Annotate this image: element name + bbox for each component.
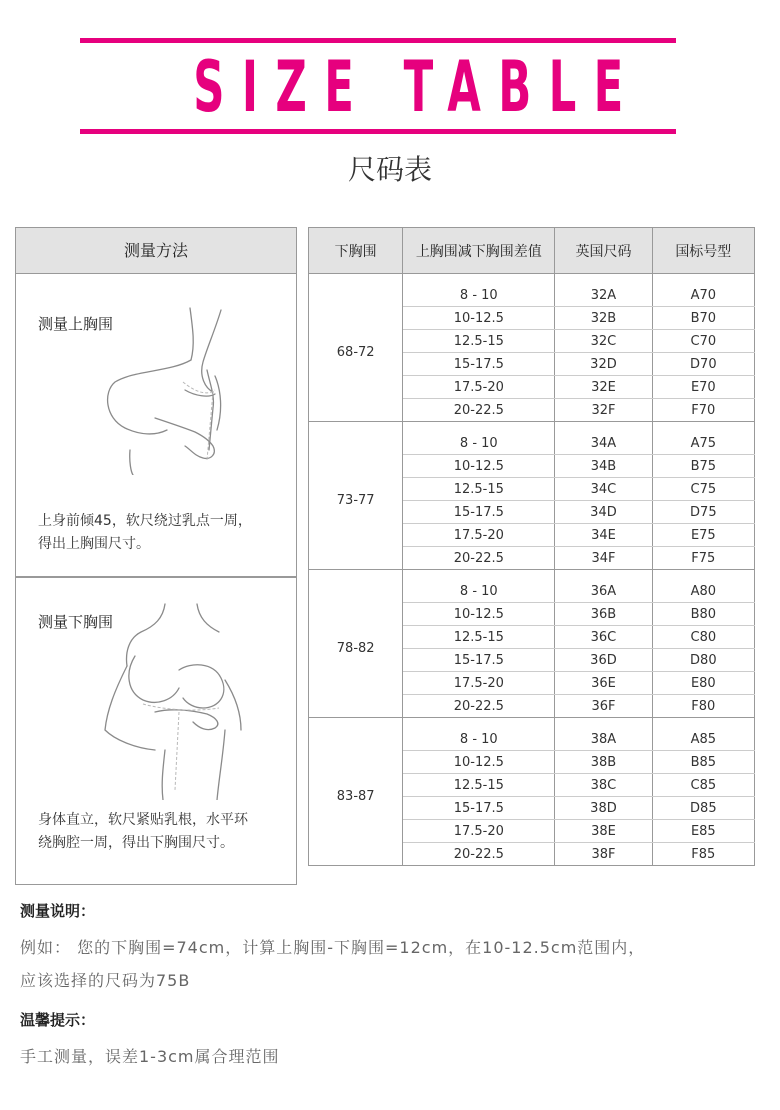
cn-size-cell: D80 (652, 649, 754, 672)
cn-size-cell: A70 (652, 274, 754, 307)
page-subtitle: 尺码表 (347, 153, 432, 186)
uk-size-cell: 32E (555, 376, 652, 399)
underbust-cell: 83-87 (309, 718, 403, 866)
uk-size-cell: 32F (555, 399, 652, 422)
uk-size-cell: 36C (555, 626, 652, 649)
difference-cell: 12.5-15 (403, 626, 555, 649)
upper-bust-desc-1: 上身前倾45，软尺绕过乳点一周， (38, 513, 252, 529)
uk-size-cell: 38F (555, 843, 652, 866)
page-title: SIZE TABLE (193, 46, 641, 128)
uk-size-cell: 36A (555, 570, 652, 603)
cn-size-cell: C80 (652, 626, 754, 649)
difference-cell: 10-12.5 (403, 455, 555, 478)
uk-size-cell: 34D (555, 501, 652, 524)
cn-size-cell: D85 (652, 797, 754, 820)
cn-size-cell: C75 (652, 478, 754, 501)
difference-cell: 17.5-20 (403, 376, 555, 399)
uk-size-cell: 38D (555, 797, 652, 820)
difference-cell: 10-12.5 (403, 603, 555, 626)
uk-size-cell: 36E (555, 672, 652, 695)
difference-cell: 15-17.5 (403, 797, 555, 820)
difference-cell: 15-17.5 (403, 649, 555, 672)
uk-size-cell: 32D (555, 353, 652, 376)
table-row (309, 718, 755, 751)
col-uk-size: 英国尺码 (555, 228, 652, 274)
difference-cell: 20-22.5 (403, 547, 555, 570)
difference-cell: 8 - 10 (403, 570, 555, 603)
lower-bust-illustration (95, 600, 265, 800)
underbust-cell: 78-82 (309, 570, 403, 718)
uk-size-cell: 36D (555, 649, 652, 672)
cn-size-cell: A80 (652, 570, 754, 603)
cn-size-cell: E85 (652, 820, 754, 843)
tips-heading: 温馨提示： (20, 1011, 96, 1029)
difference-cell: 8 - 10 (403, 718, 555, 751)
cn-size-cell: F85 (652, 843, 754, 866)
cn-size-cell: F75 (652, 547, 754, 570)
cn-size-cell: A85 (652, 718, 754, 751)
cn-size-cell: F70 (652, 399, 754, 422)
difference-cell: 17.5-20 (403, 672, 555, 695)
difference-cell: 12.5-15 (403, 774, 555, 797)
measure-note-line-2: 应该选择的尺码为75B (20, 971, 191, 990)
difference-cell: 20-22.5 (403, 695, 555, 718)
difference-cell: 12.5-15 (403, 478, 555, 501)
cn-size-cell: B80 (652, 603, 754, 626)
difference-cell: 17.5-20 (403, 820, 555, 843)
uk-size-cell: 36B (555, 603, 652, 626)
uk-size-cell: 38E (555, 820, 652, 843)
uk-size-cell: 34B (555, 455, 652, 478)
difference-cell: 20-22.5 (403, 843, 555, 866)
cn-size-cell: E70 (652, 376, 754, 399)
uk-size-cell: 38B (555, 751, 652, 774)
cn-size-cell: C85 (652, 774, 754, 797)
cn-size-cell: D75 (652, 501, 754, 524)
uk-size-cell: 32A (555, 274, 652, 307)
cn-size-cell: E80 (652, 672, 754, 695)
upper-bust-title: 测量上胸围 (38, 315, 114, 333)
cn-size-cell: B70 (652, 307, 754, 330)
measure-note-heading: 测量说明： (20, 902, 96, 920)
uk-size-cell: 34F (555, 547, 652, 570)
uk-size-cell: 34C (555, 478, 652, 501)
uk-size-cell: 34E (555, 524, 652, 547)
difference-cell: 10-12.5 (403, 307, 555, 330)
difference-cell: 15-17.5 (403, 501, 555, 524)
lower-bust-title: 测量下胸围 (38, 613, 114, 631)
bottom-accent-bar (80, 129, 676, 134)
table-row (309, 570, 755, 603)
difference-cell: 10-12.5 (403, 751, 555, 774)
cn-size-cell: B85 (652, 751, 754, 774)
table-row (309, 422, 755, 455)
measure-note-line-1: 例如： 您的下胸围=74cm，计算上胸围-下胸围=12cm，在10-12.5cm范围内， (20, 938, 646, 957)
difference-cell: 17.5-20 (403, 524, 555, 547)
upper-bust-desc-2: 得出上胸围尺寸。 (38, 536, 150, 552)
uk-size-cell: 32C (555, 330, 652, 353)
difference-cell: 20-22.5 (403, 399, 555, 422)
table-header-row (309, 228, 755, 274)
uk-size-cell: 38C (555, 774, 652, 797)
uk-size-cell: 36F (555, 695, 652, 718)
difference-cell: 8 - 10 (403, 422, 555, 455)
uk-size-cell: 32B (555, 307, 652, 330)
uk-size-cell: 38A (555, 718, 652, 751)
underbust-cell: 73-77 (309, 422, 403, 570)
cn-size-cell: F80 (652, 695, 754, 718)
difference-cell: 8 - 10 (403, 274, 555, 307)
cn-size-cell: B75 (652, 455, 754, 478)
col-cn-size: 国标号型 (652, 228, 754, 274)
uk-size-cell: 34A (555, 422, 652, 455)
size-table (308, 227, 755, 866)
cn-size-cell: D70 (652, 353, 754, 376)
col-underbust: 下胸围 (309, 228, 403, 274)
lower-bust-desc-2: 绕胸腔一周，得出下胸围尺寸。 (38, 835, 234, 851)
cn-size-cell: C70 (652, 330, 754, 353)
method-heading: 测量方法 (15, 227, 297, 274)
lower-bust-desc-1: 身体直立，软尺紧贴乳根，水平环 (38, 812, 248, 828)
col-difference: 上胸围减下胸围差值 (403, 228, 555, 274)
tips-line: 手工测量，误差1-3cm属合理范围 (20, 1047, 280, 1066)
underbust-cell: 68-72 (309, 274, 403, 422)
cn-size-cell: A75 (652, 422, 754, 455)
top-accent-bar (80, 38, 676, 43)
upper-bust-illustration (95, 300, 265, 475)
difference-cell: 12.5-15 (403, 330, 555, 353)
cn-size-cell: E75 (652, 524, 754, 547)
difference-cell: 15-17.5 (403, 353, 555, 376)
table-row (309, 274, 755, 307)
